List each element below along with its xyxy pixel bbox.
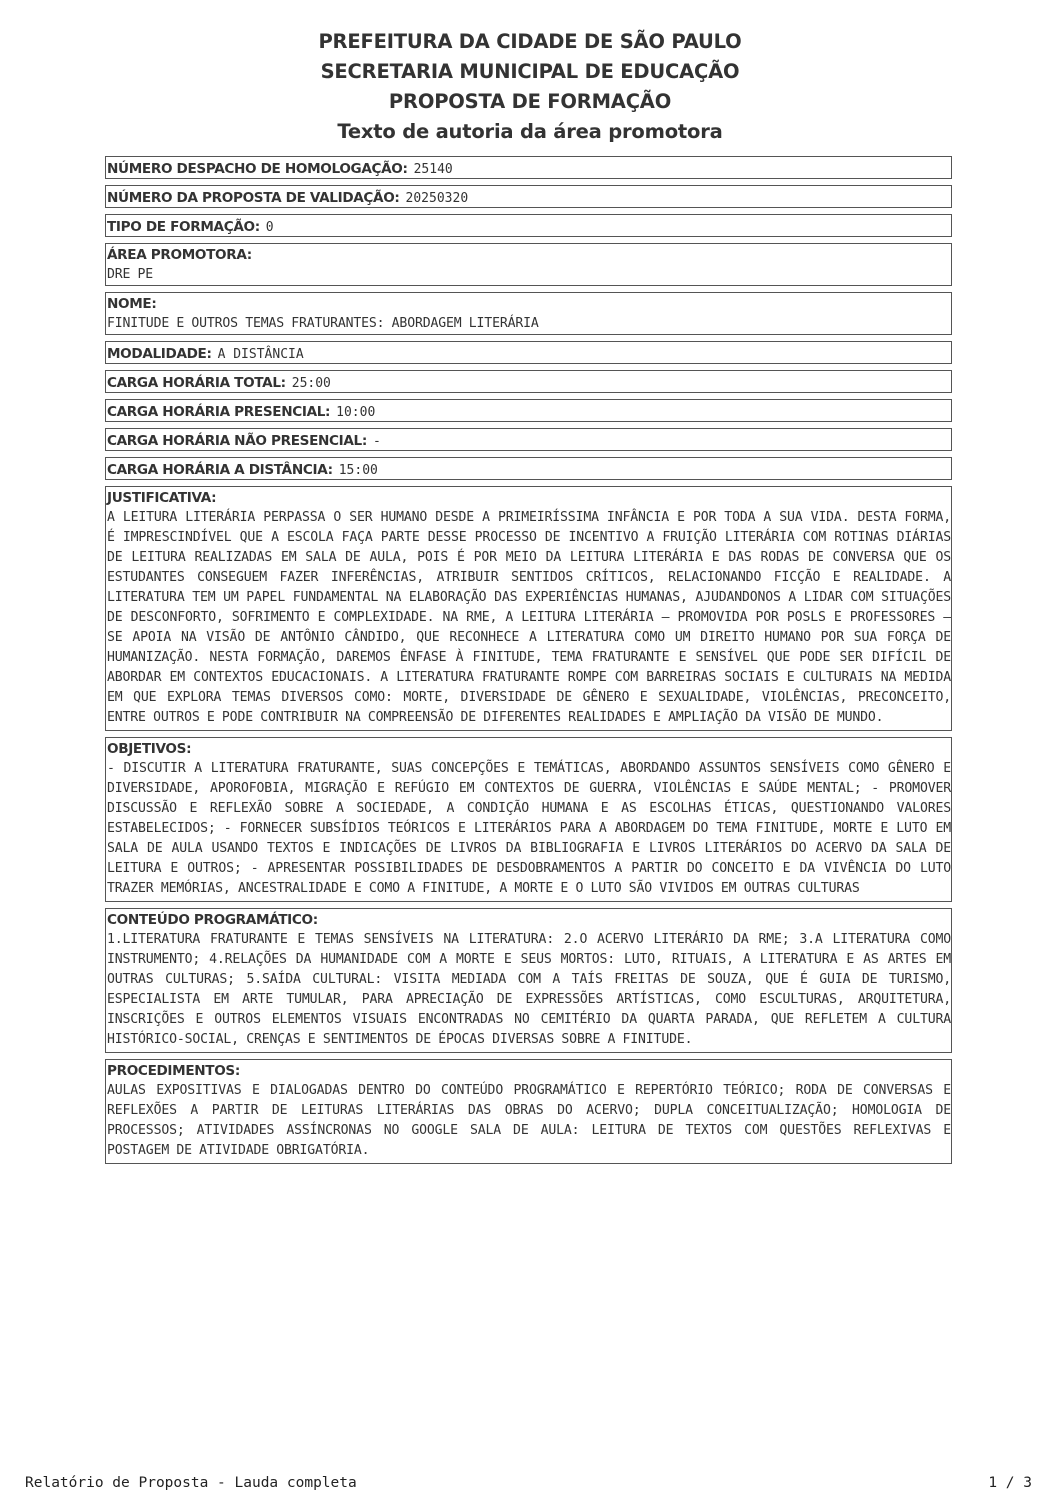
field-carga-nao-presencial: [105, 428, 952, 451]
header-proposta: PROPOSTA DE FORMAÇÃO: [388, 90, 672, 113]
field-carga-presencial: [105, 399, 952, 422]
field-objetivos-text: - DISCUTIR A LITERATURA FRATURANTE, SUAS CONCEPÇÕES E TEMÁTICAS, ABORDANDO ASSUNTOS SENSÍVEIS COMO GÊNERO E DIVERSIDADE, APOROFOBIA, MIGRAÇÃO E REFÚGIO EM CONTEXTOS DE GUERRA, VIOLÊNCIAS E SAÚDE MENTAL; - PROMOVER DISCUSSÃO E REFLEXÃO SOBRE A SOCIEDADE, A CONDIÇÃO HUMANA E AS ESCOLHAS ÉTICAS, QUESTIONANDO VALORES ESTABELECIDOS; - FORNECER SUBSÍDIOS TEÓRICOS E LITERÁRIOS PARA A ABORDAGEM DO TEMA FINITUDE, MORTE E LUTO EM SALA DE AULA USANDO TEXTOS E INDICAÇÕES DE LIVROS DA BIBLIOGRAFIA E LIVROS LITERÁRIOS DO ACERVO DA SALA DE LEITURA E OUTROS; - APRESENTAR POSSIBILIDADES DE DESDOBRAMENTOS A PARTIR DO CONCEITO E DA VIVÊNCIA DO LUTO TRAZER MEMÓRIAS, ANCESTRALIDADE E COMO A FINITUDE, A MORTE E O LUTO SÃO VIVIDOS EM OUTRAS CULTURAS: [107, 761, 951, 896]
footer-page-number: 1 / 3: [988, 1475, 1032, 1491]
field-tipo: [105, 214, 952, 237]
field-nome: [105, 292, 952, 335]
field-tipo-value: 0: [265, 220, 274, 235]
field-nome-label: NOME:: [107, 296, 157, 312]
field-carga-nao-presencial-value: -: [372, 434, 381, 449]
field-justificativa-text: A LEITURA LITERÁRIA PERPASSA O SER HUMANO DESDE A PRIMEIRÍSSIMA INFÂNCIA E POR TODA A SUA VIDA. DESTA FORMA, É IMPRESCINDÍVEL QUE A ESCOLA FAÇA PARTE DESSE PROCESSO DE INCENTIVO A FRUIÇÃO LITERÁRIA COM ROTINAS DIÁRIAS DE LEITURA REALIZADAS EM SALA DE AULA, POIS É POR MEIO DA LEITURA LITERÁRIA E DAS RODAS DE CONVERSA QUE OS ESTUDANTES CONSEGUEM FAZER INFERÊNCIAS, ATRIBUIR SENTIDOS CRÍTICOS, RELACIONANDO FICÇÃO E REALIDADE. A LITERATURA TEM UM PAPEL FUNDAMENTAL NA ELABORAÇÃO DAS EXPERIÊNCIAS HUMANAS, AJUDANDONOS A LIDAR COM SITUAÇÕES DE DESCONFORTO, SOFRIMENTO E COMPLEXIDADE. NA RME, A LEITURA LITERÁRIA — PROMOVIDA POR POSLS E PROFESSORES — SE APOIA NA VISÃO DE ANTÔNIO CÂNDIDO, QUE RECONHECE A LITERATURA COMO UM DIREITO HUMANO POR SUA FORÇA DE HUMANIZAÇÃO. NESTA FORMAÇÃO, DAREMOS ÊNFASE À FINITUDE, TEMA FRATURANTE E SENSÍVEL QUE PODE SER DIFÍCIL DE ABORDAR EM CONTEXTOS EDUCACIONAIS. A LITERATURA FRATURANTE ROMPE COM BARREIRAS SOCIAIS E CULTURAIS NA MEDIDA EM QUE EXPLORA TEMAS DIVERSOS COMO: MORTE, DIVERSIDADE DE GÊNERO E SEXUALIDADE, VIOLÊNCIAS, PRECONCEITO, ENTRE OUTROS E PODE CONTRIBUIR NA COMPREENSÃO DE DIFERENTES REALIDADES E AMPLIAÇÃO DA VISÃO DE MUNDO.: [107, 510, 951, 725]
field-area-value: DRE PE: [107, 267, 154, 282]
field-carga-total: [105, 370, 952, 393]
document-header: [0, 27, 1060, 147]
field-proposta: [105, 185, 952, 208]
field-carga-distancia-label: CARGA HORÁRIA A DISTÂNCIA:: [107, 462, 333, 478]
field-justificativa-label: JUSTIFICATIVA:: [107, 490, 217, 506]
field-modalidade-label: MODALIDADE:: [107, 346, 212, 362]
header-prefeitura: PREFEITURA DA CIDADE DE SÃO PAULO: [318, 30, 742, 53]
field-carga-distancia-value: 15:00: [338, 463, 378, 478]
field-objetivos-label: OBJETIVOS:: [107, 741, 192, 757]
field-modalidade: [105, 341, 952, 364]
field-despacho-value: 25140: [413, 162, 453, 177]
field-procedimentos-label: PROCEDIMENTOS:: [107, 1063, 240, 1079]
field-conteudo-text: 1.LITERATURA FRATURANTE E TEMAS SENSÍVEIS NA LITERATURA: 2.O ACERVO LITERÁRIO DA RME; 3.A LITERATURA COMO INSTRUMENTO; 4.RELAÇÕES DA HUMANIDADE COM A MORTE E SEUS MORTOS: LUTO, RITUAIS, A LITERATURA E AS ARTES EM OUTRAS CULTURAS; 5.SAÍDA CULTURAL: VISITA MEDIADA COM A TAÍS FREITAS DE SOUZA, QUE É GUIA DE TURISMO, ESPECIALISTA EM ARTE TUMULAR, PARA APRECIAÇÃO DE EXPRESSÕES ARTÍSTICAS, COMO ESCULTURAS, ARQUITETURA, INSCRIÇÕES E OUTROS ELEMENTOS VISUAIS ENCONTRADAS NO CEMITÉRIO DA QUARTA PARADA, QUE REFLETEM A CULTURA HISTÓRICO-SOCIAL, CRENÇAS E SENTIMENTOS DE ÉPOCAS DIVERSAS SOBRE A FINITUDE.: [107, 932, 951, 1047]
field-carga-presencial-label: CARGA HORÁRIA PRESENCIAL:: [107, 404, 331, 420]
field-justificativa: [105, 486, 952, 731]
proposal-fields: [105, 156, 952, 1170]
field-carga-total-label: CARGA HORÁRIA TOTAL:: [107, 375, 286, 391]
field-despacho-label: NÚMERO DESPACHO DE HOMOLOGAÇÃO:: [107, 161, 408, 177]
field-conteudo: [105, 908, 952, 1053]
field-carga-distancia: [105, 457, 952, 480]
field-proposta-value: 20250320: [405, 191, 469, 206]
header-secretaria: SECRETARIA MUNICIPAL DE EDUCAÇÃO: [320, 60, 740, 83]
field-nome-value: FINITUDE E OUTROS TEMAS FRATURANTES: ABORDAGEM LITERÁRIA: [107, 316, 539, 331]
field-conteudo-label: CONTEÚDO PROGRAMÁTICO:: [107, 912, 318, 928]
field-area-label: ÁREA PROMOTORA:: [107, 247, 252, 263]
field-procedimentos-text: AULAS EXPOSITIVAS E DIALOGADAS DENTRO DO CONTEÚDO PROGRAMÁTICO E REPERTÓRIO TEÓRICO; RODA DE CONVERSAS E REFLEXÕES A PARTIR DE LEITURAS LITERÁRIAS DAS OBRAS DO ACERVO; DUPLA CONCEITUALIZAÇÃO; HOMOLOGIA DE PROCESSOS; ATIVIDADES ASSÍNCRONAS NO GOOGLE SALA DE AULA: LEITURA DE TEXTOS COM QUESTÕES REFLEXIVAS E POSTAGEM DE ATIVIDADE OBRIGATÓRIA.: [107, 1083, 951, 1158]
field-objetivos: [105, 737, 952, 902]
field-carga-nao-presencial-label: CARGA HORÁRIA NÃO PRESENCIAL:: [107, 433, 367, 449]
field-tipo-label: TIPO DE FORMAÇÃO:: [107, 219, 260, 235]
field-modalidade-value: A DISTÂNCIA: [217, 347, 304, 362]
field-area: [105, 243, 952, 286]
field-proposta-label: NÚMERO DA PROPOSTA DE VALIDAÇÃO:: [107, 190, 400, 206]
footer-report-title: Relatório de Proposta - Lauda completa: [25, 1475, 357, 1491]
field-carga-total-value: 25:00: [291, 376, 331, 391]
field-despacho: [105, 156, 952, 179]
field-carga-presencial-value: 10:00: [336, 405, 376, 420]
header-subtitle: Texto de autoria da área promotora: [337, 120, 723, 143]
field-procedimentos: [105, 1059, 952, 1164]
